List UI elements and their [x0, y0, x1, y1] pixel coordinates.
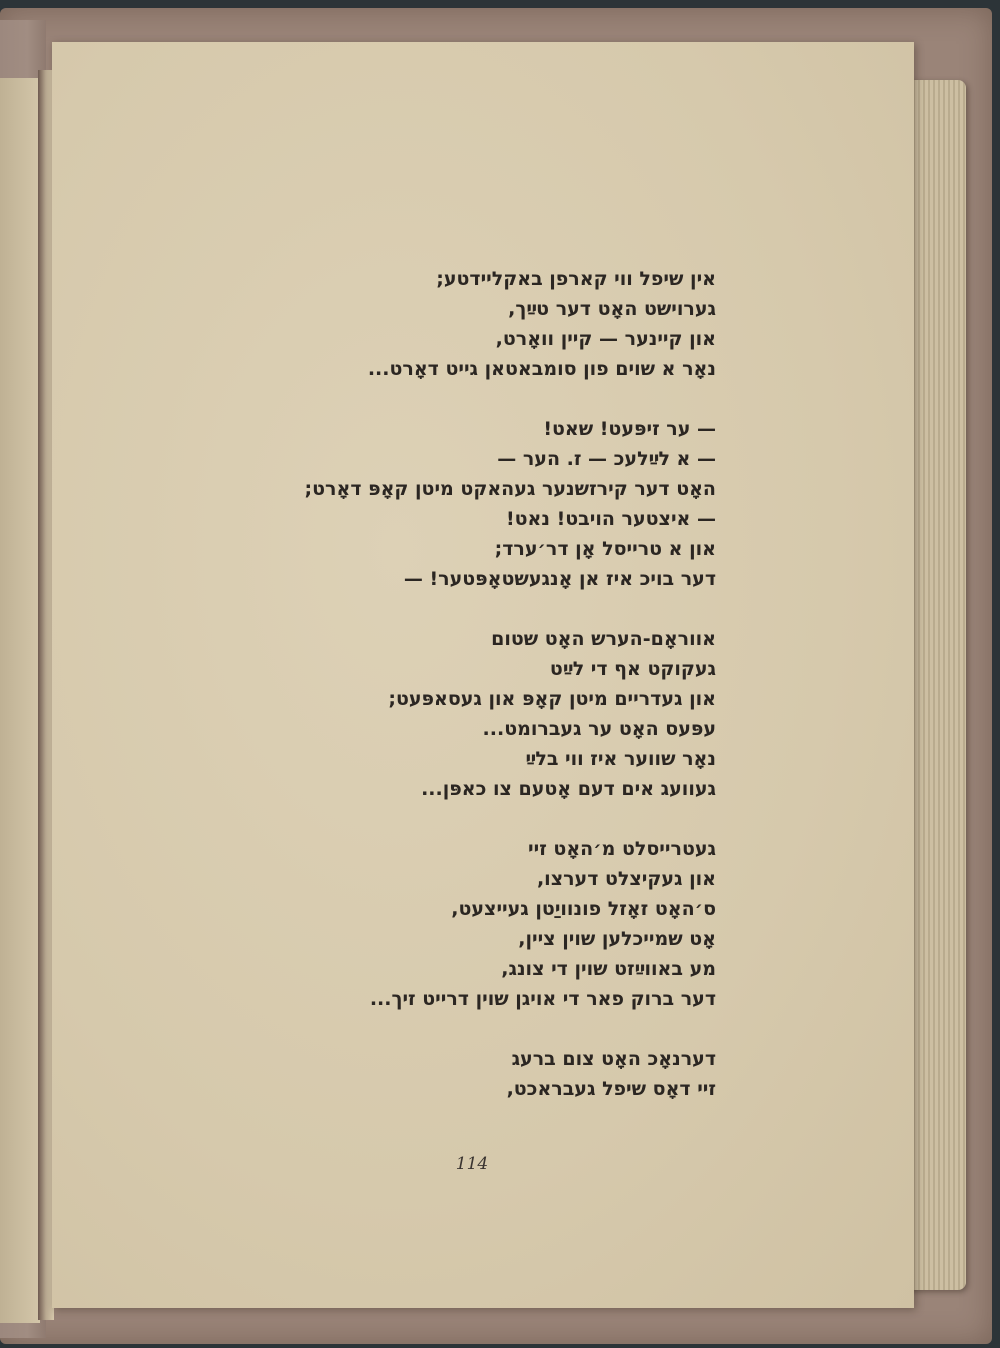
poem-line: גערוישט האָט דער טײַך, [508, 298, 716, 320]
poem-line: — איצטער הויבט! נאט! [505, 508, 716, 530]
poem-line: האָט דער קירזשנער געהאקט מיטן קאָפּ דאָרט; [304, 478, 716, 500]
stanza-1 [156, 264, 716, 384]
poem-line: נאָר שווער איז ווי בלײַ [525, 748, 716, 770]
stanza-2 [156, 414, 716, 594]
poem-line: און קיינער — קיין וואָרט, [495, 328, 716, 350]
book-page [52, 42, 914, 1308]
poem-line: און געדריים מיטן קאָפּ און געסאפּעט; [388, 688, 716, 710]
poem-line: געקוקט אף די לײַט [549, 658, 716, 680]
poem-line: געטרייסלט מ׳האָט זיי [528, 838, 716, 860]
poem-line: און געקיצלט דערצו, [536, 868, 716, 890]
left-page-edge [0, 78, 40, 1323]
poem-line: זיי דאָס שיפל געבראכט, [506, 1078, 716, 1100]
poem-line: ס׳האָט זאָזל פונוויַטן געייצעט, [451, 898, 716, 920]
poem-line: — ער זיפּעט! שאט! [543, 418, 716, 440]
stanza-5 [156, 1044, 716, 1104]
poem-line: און א טרייסל אָן דר׳ערד; [494, 538, 716, 560]
poem-line: דער בויכ איז אן אָנגעשטאָפּטער! — [403, 568, 716, 590]
page-number: 114 [455, 1154, 489, 1174]
poem-line: עפּעס האָט ער געברומט... [482, 718, 716, 740]
stanza-4 [156, 834, 716, 1014]
poem-line: אווראָם-הערש האָט שטום [491, 628, 716, 650]
poem-line: אין שיפל ווי קארפן באקליידטע; [436, 268, 716, 290]
poem-text [156, 264, 716, 1134]
poem-line: געוועג אים דעם אָטעם צו כאפּן... [421, 778, 716, 800]
poem-line: דערנאָכ האָט צום ברעג [511, 1048, 716, 1070]
poem-line: נאָר א שוים פון סומבאטאן גייט דאָרט... [367, 358, 716, 380]
poem-line: אָט שמייכלען שוין ציין, [518, 928, 716, 950]
poem-line: — א לײַלעכ — ז. הער — [497, 448, 716, 470]
stanza-3 [156, 624, 716, 804]
poem-line: מע באווײַזט שוין די צונג, [501, 958, 716, 980]
poem-line: דער ברוק פאר די אויגן שוין דרייט זיך... [369, 988, 716, 1010]
